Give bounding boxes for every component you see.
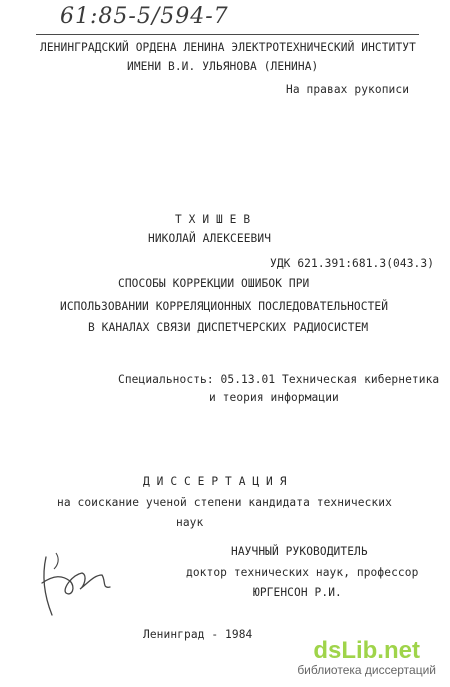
- watermark-subtitle: библиотека диссертаций: [297, 663, 436, 677]
- top-rule: [36, 34, 419, 35]
- document-type: Д И С С Е Р Т А Ц И Я: [143, 475, 287, 488]
- specialty-line1: Специальность: 05.13.01 Техническая кибернетика: [118, 373, 440, 386]
- supervisor-title: НАУЧНЫЙ РУКОВОДИТЕЛЬ: [231, 545, 368, 558]
- city-and-year: Ленинград - 1984: [143, 628, 253, 641]
- dissertation-title-line3: В КАНАЛАХ СВЯЗИ ДИСПЕТЧЕРСКИХ РАДИОСИСТЕМ: [88, 321, 369, 334]
- author-given-names: НИКОЛАЙ АЛЕКСЕЕВИЧ: [148, 232, 272, 245]
- degree-line2: наук: [176, 516, 204, 529]
- supervisor-degree: доктор технических наук, профессор: [186, 566, 419, 579]
- dissertation-title-line1: СПОСОБЫ КОРРЕКЦИИ ОШИБОК ПРИ: [118, 277, 310, 290]
- manuscript-rights-note: На правах рукописи: [286, 83, 410, 96]
- dissertation-title-line2: ИСПОЛЬЗОВАНИИ КОРРЕЛЯЦИОННЫХ ПОСЛЕДОВАТЕЛЬНОСТЕЙ: [60, 300, 389, 313]
- supervisor-name: ЮРГЕНСОН Р.И.: [253, 586, 342, 599]
- author-surname: Т Х И Ш Е В: [175, 213, 251, 226]
- institute-name-line2: ИМЕНИ В.И. УЛЬЯНОВА (ЛЕНИНА): [127, 60, 319, 73]
- institute-name-line1: ЛЕНИНГРАДСКИЙ ОРДЕНА ЛЕНИНА ЭЛЕКТРОТЕХНИЧЕСКИЙ ИНСТИТУТ: [40, 41, 416, 54]
- handwritten-archive-number: 61:85-5/594-7: [60, 4, 229, 29]
- degree-line1: на соискание ученой степени кандидата технических: [57, 496, 392, 509]
- watermark-logo: dsLib.net: [313, 637, 420, 664]
- author-signature: [32, 545, 122, 625]
- watermark: [297, 637, 436, 677]
- specialty-line2: и теория информации: [209, 391, 339, 404]
- udc-code: УДК 621.391:681.3(043.3): [270, 257, 435, 270]
